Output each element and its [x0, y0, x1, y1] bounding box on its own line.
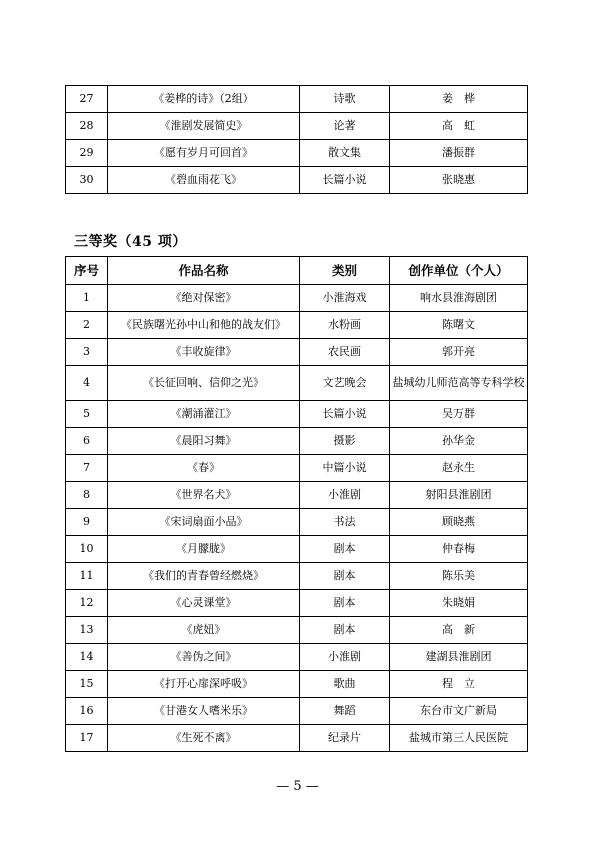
cell-title: 《月朦胧》 [108, 536, 300, 563]
table-row [66, 366, 528, 401]
table-row [66, 617, 528, 644]
cell-title: 《我们的青春曾经燃烧》 [108, 563, 300, 590]
cell-title: 《长征回响、信仰之光》 [108, 366, 300, 401]
cell-number: 17 [66, 725, 108, 752]
cell-unit: 高 新 [390, 617, 528, 644]
cell-number: 6 [66, 428, 108, 455]
cell-category: 摄影 [300, 428, 390, 455]
table-row [66, 725, 528, 752]
cell-title: 《晨阳习舞》 [108, 428, 300, 455]
cell-unit: 陈乐美 [390, 563, 528, 590]
cell-title: 《打开心扉深呼吸》 [108, 671, 300, 698]
cell-unit: 姜 桦 [390, 86, 528, 113]
table-row [66, 671, 528, 698]
cell-title: 《虎妞》 [108, 617, 300, 644]
cell-unit: 仲春梅 [390, 536, 528, 563]
third-prize-table [65, 256, 528, 752]
cell-category: 农民画 [300, 339, 390, 366]
cell-category: 书法 [300, 509, 390, 536]
cell-category: 论著 [300, 113, 390, 140]
cell-category: 剧本 [300, 563, 390, 590]
cell-category: 诗歌 [300, 86, 390, 113]
cell-number: 8 [66, 482, 108, 509]
cell-number: 2 [66, 312, 108, 339]
cell-number: 3 [66, 339, 108, 366]
table-row [66, 312, 528, 339]
cell-title: 《宋词扇面小品》 [108, 509, 300, 536]
cell-category: 中篇小说 [300, 455, 390, 482]
table-row [66, 113, 528, 140]
cell-category: 文艺晚会 [300, 366, 390, 401]
cell-category: 小淮剧 [300, 644, 390, 671]
cell-title: 《春》 [108, 455, 300, 482]
table-row [66, 428, 528, 455]
cell-title: 《潮涌灌江》 [108, 401, 300, 428]
cell-category: 长篇小说 [300, 167, 390, 194]
table-row [66, 339, 528, 366]
cell-title: 《碧血雨花飞》 [108, 167, 300, 194]
cell-unit: 赵永生 [390, 455, 528, 482]
cell-category: 剧本 [300, 617, 390, 644]
header-title: 作品名称 [108, 257, 300, 285]
table-row [66, 167, 528, 194]
table-row [66, 455, 528, 482]
cell-title: 《心灵课堂》 [108, 590, 300, 617]
page-number: — 5 — [276, 779, 319, 794]
cell-category: 舞蹈 [300, 698, 390, 725]
cell-unit: 程 立 [390, 671, 528, 698]
header-number: 序号 [66, 257, 108, 285]
table-row [66, 590, 528, 617]
cell-title: 《甘港女人嗜米乐》 [108, 698, 300, 725]
header-unit: 创作单位（个人） [390, 257, 528, 285]
cell-category: 长篇小说 [300, 401, 390, 428]
table-header-row [66, 257, 528, 285]
cell-title: 《生死不离》 [108, 725, 300, 752]
cell-category: 水粉画 [300, 312, 390, 339]
cell-number: 7 [66, 455, 108, 482]
cell-unit: 张晓惠 [390, 167, 528, 194]
header-category: 类别 [300, 257, 390, 285]
cell-category: 剧本 [300, 536, 390, 563]
cell-unit: 孙华金 [390, 428, 528, 455]
cell-category: 纪录片 [300, 725, 390, 752]
cell-category: 小淮海戏 [300, 285, 390, 312]
table-row [66, 509, 528, 536]
cell-unit: 盐城幼儿师范高等专科学校 [390, 366, 528, 401]
cell-unit: 顾晓燕 [390, 509, 528, 536]
cell-title: 《丰收旋律》 [108, 339, 300, 366]
cell-title: 《绝对保密》 [108, 285, 300, 312]
cell-category: 散文集 [300, 140, 390, 167]
cell-number: 10 [66, 536, 108, 563]
cell-title: 《民族曙光孙中山和他的战友们》 [108, 312, 300, 339]
cell-unit: 潘振群 [390, 140, 528, 167]
cell-unit: 吴万群 [390, 401, 528, 428]
cell-number: 29 [66, 140, 108, 167]
cell-unit: 郭开亮 [390, 339, 528, 366]
cell-category: 小淮剧 [300, 482, 390, 509]
cell-unit: 高 虹 [390, 113, 528, 140]
cell-title: 《善伪之间》 [108, 644, 300, 671]
awards-table-continued [65, 85, 528, 194]
cell-number: 28 [66, 113, 108, 140]
cell-number: 1 [66, 285, 108, 312]
cell-unit: 朱晓娟 [390, 590, 528, 617]
cell-number: 15 [66, 671, 108, 698]
cell-number: 16 [66, 698, 108, 725]
cell-title: 《淮剧发展简史》 [108, 113, 300, 140]
cell-unit: 建湖县淮剧团 [390, 644, 528, 671]
cell-title: 《姜桦的诗》（2组） [108, 86, 300, 113]
cell-unit: 陈曙文 [390, 312, 528, 339]
cell-number: 12 [66, 590, 108, 617]
awards-table-continued-body [66, 86, 528, 194]
cell-number: 4 [66, 366, 108, 401]
cell-title: 《世界名犬》 [108, 482, 300, 509]
cell-category: 剧本 [300, 590, 390, 617]
cell-number: 5 [66, 401, 108, 428]
cell-number: 14 [66, 644, 108, 671]
table-row [66, 644, 528, 671]
table-row [66, 563, 528, 590]
table-row [66, 86, 528, 113]
table-row [66, 285, 528, 312]
section-title-third-prize: 三等奖（45 项） [74, 234, 187, 250]
cell-number: 27 [66, 86, 108, 113]
cell-unit: 射阳县淮剧团 [390, 482, 528, 509]
cell-unit: 响水县淮海剧团 [390, 285, 528, 312]
cell-number: 13 [66, 617, 108, 644]
cell-number: 9 [66, 509, 108, 536]
cell-title: 《愿有岁月可回首》 [108, 140, 300, 167]
cell-unit: 盐城市第三人民医院 [390, 725, 528, 752]
table-row [66, 536, 528, 563]
table-row [66, 482, 528, 509]
table-row [66, 401, 528, 428]
cell-category: 歌曲 [300, 671, 390, 698]
table-row [66, 698, 528, 725]
cell-number: 30 [66, 167, 108, 194]
cell-number: 11 [66, 563, 108, 590]
table-row [66, 140, 528, 167]
cell-unit: 东台市文广新局 [390, 698, 528, 725]
third-prize-table-body [66, 285, 528, 752]
